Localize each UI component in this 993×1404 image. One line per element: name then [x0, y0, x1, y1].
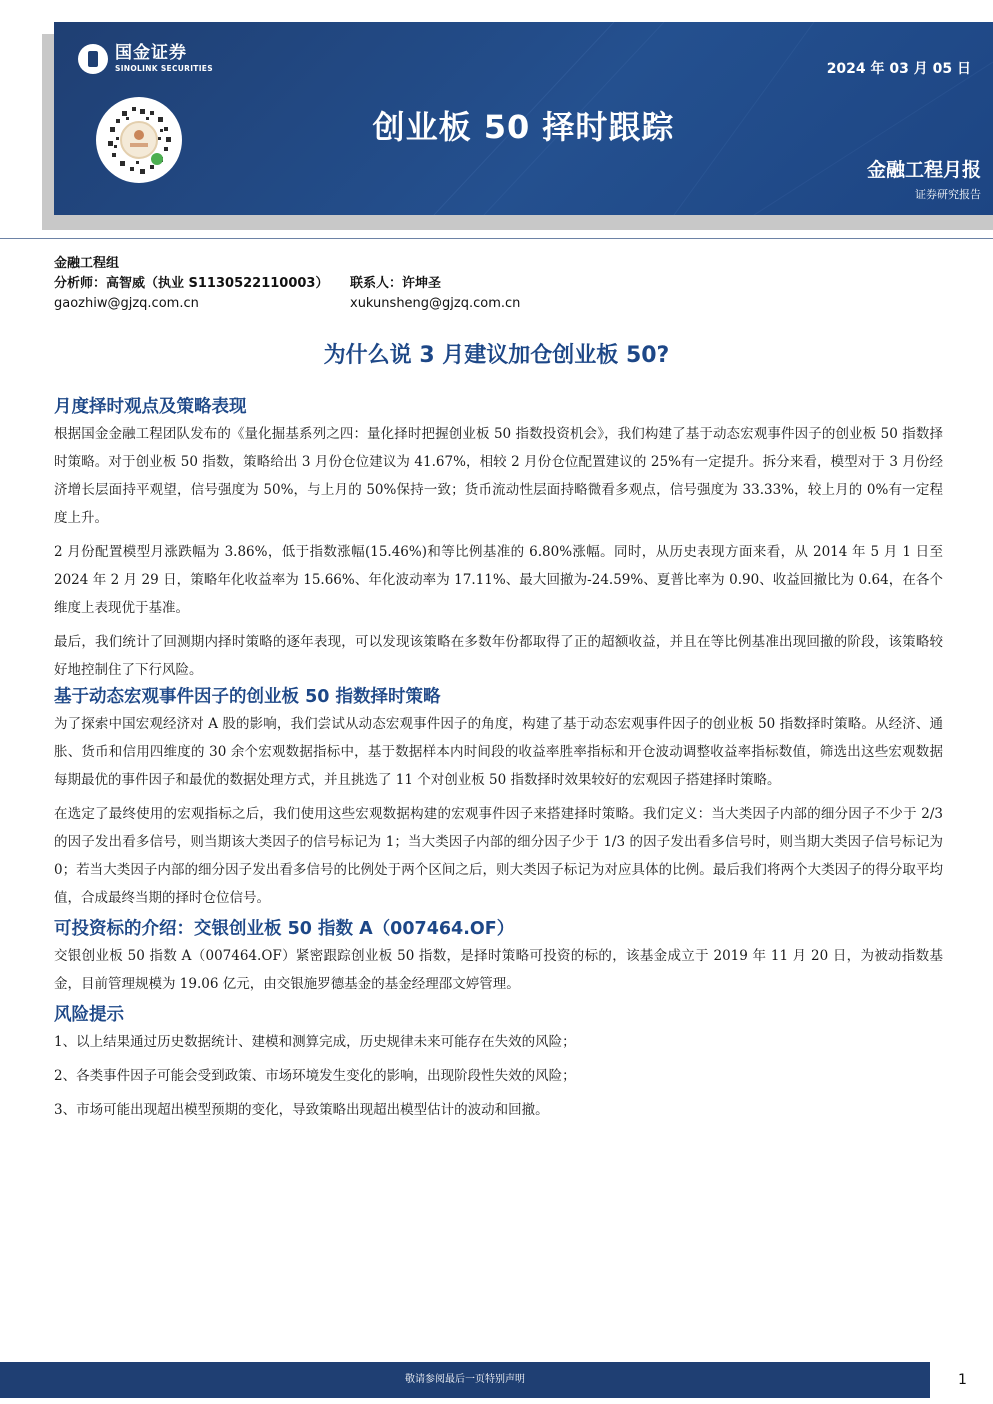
logo-en: SINOLINK SECURITIES [115, 64, 213, 74]
paragraph: 2 月份配置模型月涨跌幅为 3.86%，低于指数涨幅(15.46%)和等比例基准的 6.80%涨幅。同时，从历史表现方面来看，从 2014 年 5 月 1 日至 2024 年 2 月 29 日，策略年化收益率为 15.66%、年化波动率为 17.11%、最大回撤为-24.59%、夏普比率为 0.90、收益回撤比为 0.64，在各个维度上表现优于基准。 [54, 544, 943, 616]
report-subtype: 证券研究报告 [915, 188, 981, 201]
report-type: 金融工程月报 [866, 159, 981, 181]
section-heading: 可投资标的介绍：交银创业板 50 指数 A（007464.OF） [54, 919, 515, 939]
report-title: 创业板 50 择时跟踪 [372, 108, 675, 146]
report-body [54, 394, 943, 1124]
risk-item: 2、各类事件因子可能会受到政策、市场环境发生变化的影响，出现阶段性失效的风险； [54, 1068, 576, 1084]
footer-notice: 敬请参阅最后一页特别声明 [0, 1362, 930, 1398]
paragraph: 在选定了最终使用的宏观指标之后，我们使用这些宏观数据构建的宏观事件因子来搭建择时策略。我们定义：当大类因子内部的细分因子不少于 2/3 的因子发出看多信号，则当期该大类因子的信号标记为 1；当大类因子内部的细分因子少于 1/3 的因子发出看多信号时，则当期大类因子信号标记为 0；若当大类因子内部的细分因子发出看多信号的比例处于两个区间之后，则大类因子标记为对应具体的比例。最后我们将两个大类因子的得分取平均值，合成最终当期的择时仓位信号。 [54, 806, 943, 906]
logo-cn: 国金证券 [115, 43, 187, 64]
report-header [54, 22, 993, 215]
logo-icon [78, 44, 108, 74]
contact-email[interactable]: xukunsheng@gjzq.com.cn [350, 296, 521, 311]
paragraph: 交银创业板 50 指数 A（007464.OF）紧密跟踪创业板 50 指数，是择时策略可投资的标的，该基金成立于 2019 年 11 月 20 日，为被动指数基金，目前管理规模为 19.06 亿元，由交银施罗德基金的基金经理邵文婷管理。 [54, 948, 943, 992]
author-block [54, 254, 520, 314]
risk-item: 3、市场可能出现超出模型预期的变化，导致策略出现超出模型估计的波动和回撤。 [54, 1102, 549, 1118]
risk-item: 1、以上结果通过历史数据统计、建模和测算完成，历史规律未来可能存在失效的风险； [54, 1034, 576, 1050]
section-heading: 风险提示 [54, 1005, 124, 1025]
headline: 为什么说 3 月建议加仓创业板 50? [323, 343, 670, 368]
paragraph: 最后，我们统计了回测期内择时策略的逐年表现，可以发现该策略在多数年份都取得了正的超额收益，并且在等比例基准出现回撤的阶段，该策略较好地控制住了下行风险。 [54, 634, 943, 678]
report-date: 2024 年 03 月 05 日 [826, 61, 971, 77]
paragraph: 根据国金金融工程团队发布的《量化掘基系列之四：量化择时把握创业板 50 指数投资机会》，我们构建了基于动态宏观事件因子的创业板 50 指数择时策略。对于创业板 50 指数，策略给出 3 月份仓位建议为 41.67%，相较 2 月份仓位配置建议的 25%有一定提升。拆分来看，模型对于 3 月份经济增长层面持平观望，信号强度为 50%，与上月的 50%保持一致；货币流动性层面持略微看多观点，信号强度为 33.33%，较上月的 0%有一定程度上升。 [54, 426, 943, 526]
team-name: 金融工程组 [54, 256, 120, 271]
company-logo [78, 44, 213, 74]
page-number: 1 [958, 1372, 967, 1388]
paragraph: 为了探索中国宏观经济对 A 股的影响，我们尝试从动态宏观事件因子的角度，构建了基于动态宏观事件因子的创业板 50 指数择时策略。从经济、通胀、货币和信用四维度的 30 余个宏观数据指标中，基于数据样本内时间段的收益率胜率指标和开仓波动调整收益率指标数值，筛选出这些宏观数据每期最优的事件因子和最优的数据处理方式，并且挑选了 11 个对创业板 50 指数择时效果较好的宏观因子搭建择时策略。 [54, 716, 943, 788]
contact-name: 联系人：许坤圣 [350, 276, 442, 291]
section-heading: 基于动态宏观事件因子的创业板 50 指数择时策略 [54, 687, 441, 707]
analyst-name: 分析师：高智威（执业 S1130522110003） [54, 276, 329, 291]
analyst-email[interactable]: gaozhiw@gjzq.com.cn [54, 296, 199, 311]
section-heading: 月度择时观点及策略表现 [54, 397, 247, 417]
divider [0, 238, 993, 239]
